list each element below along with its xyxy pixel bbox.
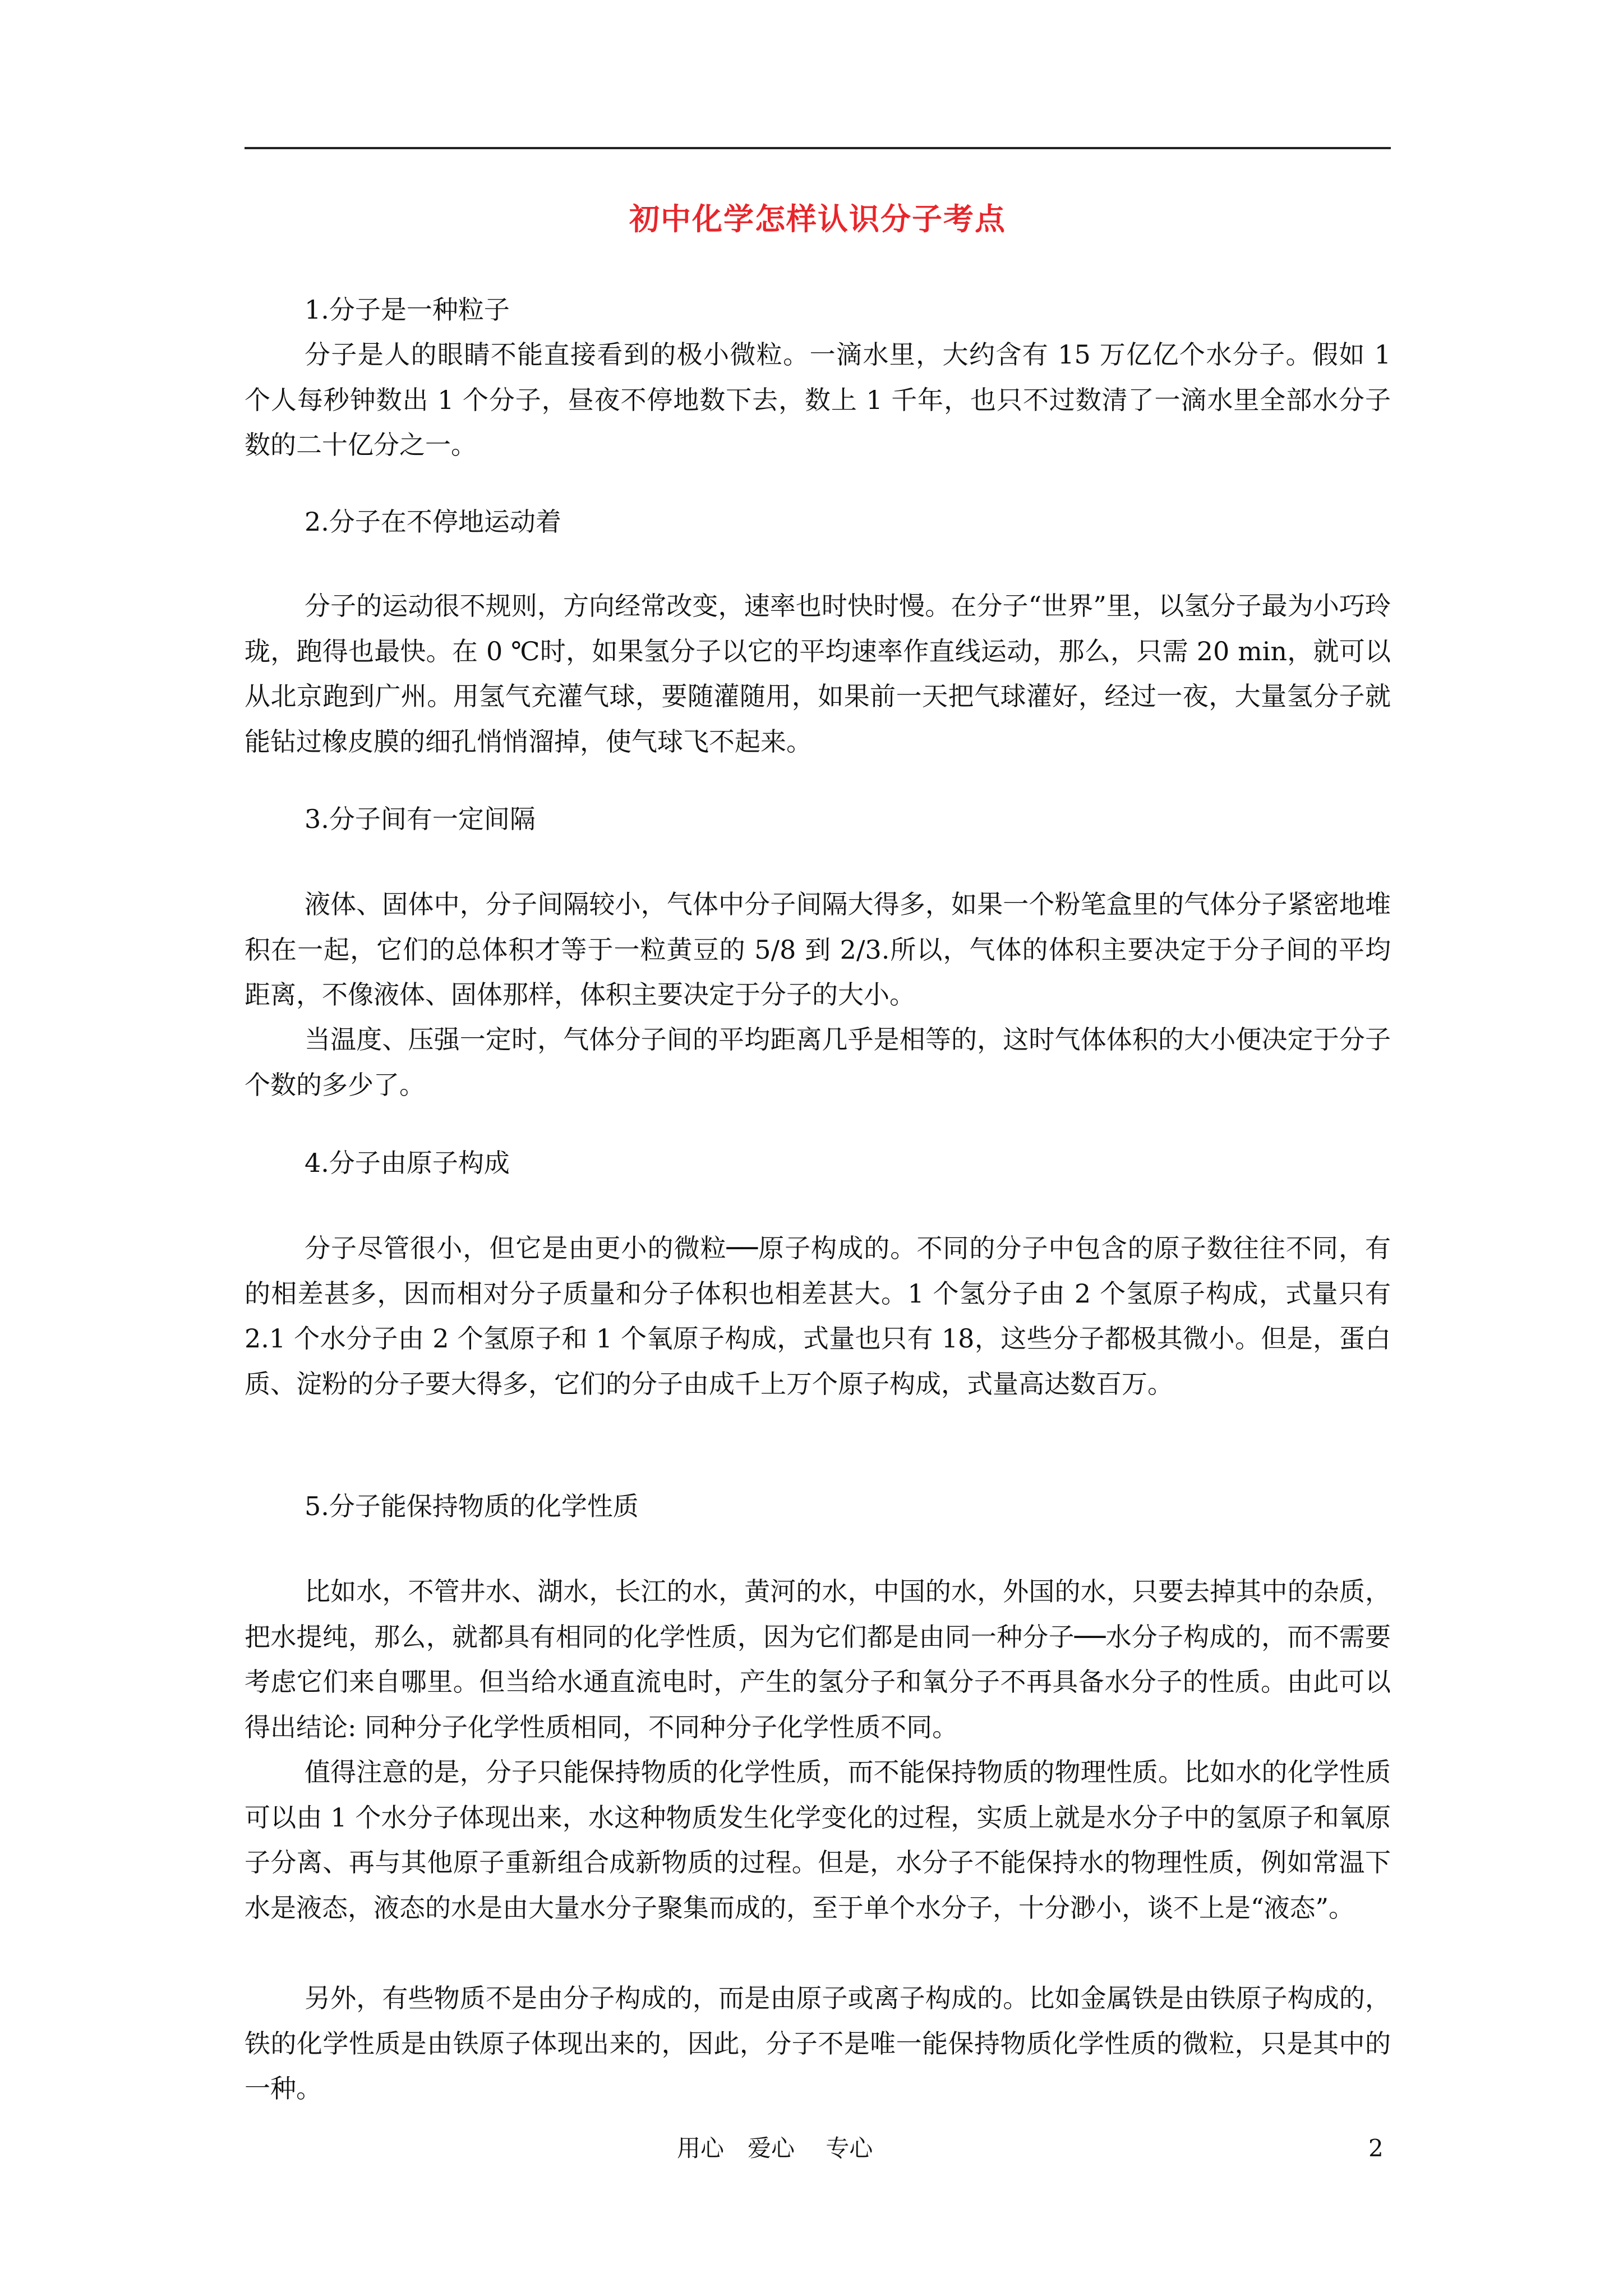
section-heading-2: 2.分子在不停地运动着 — [305, 507, 561, 537]
paragraph-3-1: 液体、固体中，分子间隔较小，气体中分子间隔大得多，如果一个粉笔盒里的气体分子紧密地堆积在一起，它们的总体积才等于一粒黄豆的 5/8 到 2/3.所以，气体的体积主要决定于分子间的平均距离，不像液体、固体那样，体积主要决定于分子的大小。 — [245, 889, 1391, 1010]
paragraph-5-1: 比如水，不管井水、湖水，长江的水，黄河的水，中国的水，外国的水，只要去掉其中的杂质，把水提纯，那么，就都具有相同的化学性质，因为它们都是由同一种分子──水分子构成的，而不需要考虑它们来自哪里。但当给水通直流电时，产生的氢分子和氧分子不再具备水分子的性质。由此可以得出结论: 同种分子化学性质相同，不同种分子化学性质不同。 — [245, 1576, 1391, 1742]
section-heading-1: 1.分子是一种粒子 — [305, 295, 510, 325]
paragraph-3-2: 当温度、压强一定时，气体分子间的平均距离几乎是相等的，这时气体体积的大小便决定于分子个数的多少了。 — [245, 1024, 1391, 1100]
section-heading-4: 4.分子由原子构成 — [305, 1148, 510, 1178]
paragraph-1-1: 分子是人的眼睛不能直接看到的极小微粒。一滴水里，大约含有 15 万亿亿个水分子。假如 1 个人每秒钟数出 1 个分子，昼夜不停地数下去，数上 1 千年，也只不过数清了一滴水里全部水分子数的二十亿分之一。 — [245, 339, 1391, 460]
document-title: 初中化学怎样认识分子考点 — [629, 201, 1006, 237]
paragraph-5-3: 另外，有些物质不是由分子构成的，而是由原子或离子构成的。比如金属铁是由铁原子构成的，铁的化学性质是由铁原子体现出来的，因此，分子不是唯一能保持物质化学性质的微粒，只是其中的一种。 — [245, 1983, 1391, 2104]
paragraph-4-1: 分子尽管很小，但它是由更小的微粒──原子构成的。不同的分子中包含的原子数往往不同，有的相差甚多，因而相对分子质量和分子体积也相差甚大。1 个氢分子由 2 个氢原子构成，式量只有 2.1 个水分子由 2 个氢原子和 1 个氧原子构成，式量也只有 18，这些分子都极其微小。但是，蛋白质、淀粉的分子要大得多，它们的分子由成千上万个原子构成，式量高达数百万。 — [245, 1233, 1391, 1399]
footer-text: 用心 爱心 专心 — [677, 2134, 873, 2162]
header-rule — [245, 147, 1391, 149]
section-heading-5: 5.分子能保持物质的化学性质 — [305, 1491, 639, 1521]
section-heading-3: 3.分子间有一定间隔 — [305, 804, 536, 834]
paragraph-5-2: 值得注意的是，分子只能保持物质的化学性质，而不能保持物质的物理性质。比如水的化学性质可以由 1 个水分子体现出来，水这种物质发生化学变化的过程，实质上就是水分子中的氢原子和氧原子分离、再与其他原子重新组合成新物质的过程。但是，水分子不能保持水的物理性质，例如常温下水是液态，液态的水是由大量水分子聚集而成的，至于单个水分子，十分渺小，谈不上是“液态”。 — [245, 1757, 1391, 1923]
paragraph-2-1: 分子的运动很不规则，方向经常改变，速率也时快时慢。在分子“世界”里，以氢分子最为小巧玲珑，跑得也最快。在 0 ℃时，如果氢分子以它的平均速率作直线运动，那么，只需 20 min，就可以从北京跑到广州。用氢气充灌气球，要随灌随用，如果前一天把气球灌好，经过一夜，大量氢分子就能钻过橡皮膜的细孔悄悄溜掉，使气球飞不起来。 — [245, 591, 1391, 757]
page-number: 2 — [1368, 2134, 1384, 2162]
